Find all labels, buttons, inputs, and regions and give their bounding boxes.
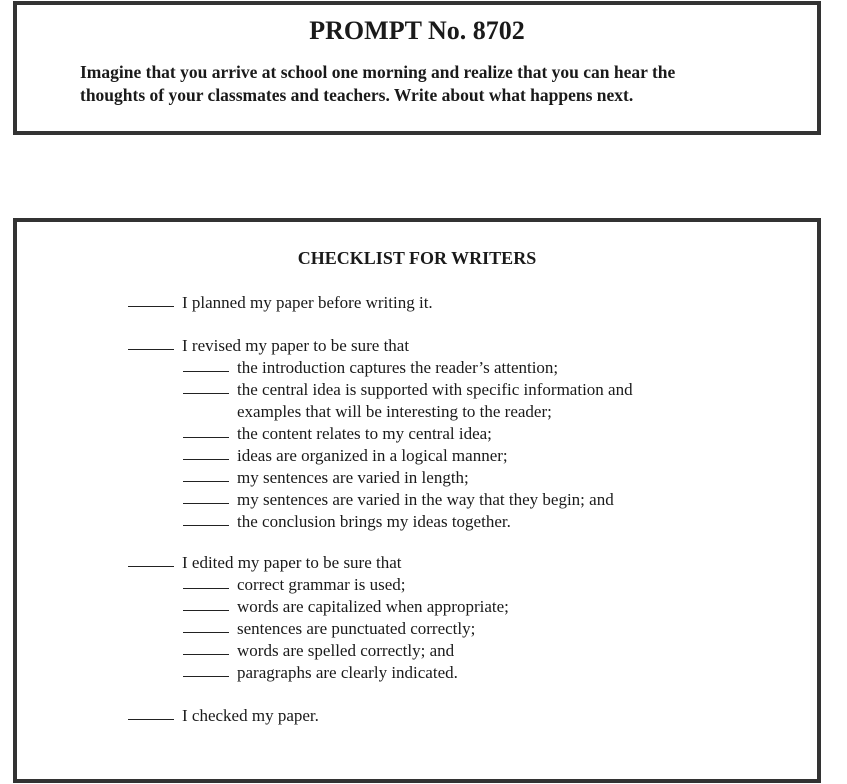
sub-item: ideas are organized in a logical manner; — [237, 446, 508, 465]
checklist-box — [13, 218, 821, 783]
sub-item: the content relates to my central idea; — [237, 424, 492, 443]
checklist-item-checked: I checked my paper. — [182, 706, 319, 725]
checkbox-blank-edited-4[interactable] — [183, 654, 229, 655]
sub-item: the central idea is supported with specific information and — [237, 380, 633, 399]
checkbox-blank-revised-6[interactable] — [183, 503, 229, 504]
prompt-title: PROMPT No. 8702 — [309, 16, 525, 45]
checkbox-blank-edited-2[interactable] — [183, 610, 229, 611]
checkbox-blank-edited-3[interactable] — [183, 632, 229, 633]
checklist-title: CHECKLIST FOR WRITERS — [297, 248, 537, 268]
checklist-item-planned: I planned my paper before writing it. — [182, 293, 433, 312]
checkbox-blank-revised-7[interactable] — [183, 525, 229, 526]
checkbox-blank-revised-4[interactable] — [183, 459, 229, 460]
checkbox-blank-revised-5[interactable] — [183, 481, 229, 482]
prompt-text-line-1: Imagine that you arrive at school one morning and realize that you can hear the — [80, 62, 676, 82]
sub-item-continuation: examples that will be interesting to the reader; — [237, 402, 552, 421]
prompt-box — [13, 1, 821, 135]
checklist-item-revised: I revised my paper to be sure that — [182, 336, 410, 355]
checkbox-blank-revised-3[interactable] — [183, 437, 229, 438]
checkbox-blank-checked[interactable] — [128, 719, 174, 720]
sub-item: sentences are punctuated correctly; — [237, 619, 476, 638]
checkbox-blank-revised-2[interactable] — [183, 393, 229, 394]
checkbox-blank-revised[interactable] — [128, 349, 174, 350]
checklist-item-edited: I edited my paper to be sure that — [182, 553, 402, 572]
checkbox-blank-revised-1[interactable] — [183, 371, 229, 372]
prompt-text — [80, 61, 780, 107]
sub-item: words are spelled correctly; and — [237, 641, 455, 660]
prompt-text-line-2: thoughts of your classmates and teachers. Write about what happens next. — [80, 85, 634, 105]
sub-item: the introduction captures the reader’s attention; — [237, 358, 559, 377]
checkbox-blank-edited-5[interactable] — [183, 676, 229, 677]
sub-item: the conclusion brings my ideas together. — [237, 512, 511, 531]
checkbox-blank-edited-1[interactable] — [183, 588, 229, 589]
checkbox-blank-edited[interactable] — [128, 566, 174, 567]
sub-item: words are capitalized when appropriate; — [237, 597, 509, 616]
sub-item: my sentences are varied in the way that they begin; and — [237, 490, 614, 509]
checkbox-blank-planned[interactable] — [128, 306, 174, 307]
sub-item: my sentences are varied in length; — [237, 468, 469, 487]
sub-item: correct grammar is used; — [237, 575, 406, 594]
sub-item: paragraphs are clearly indicated. — [237, 663, 458, 682]
